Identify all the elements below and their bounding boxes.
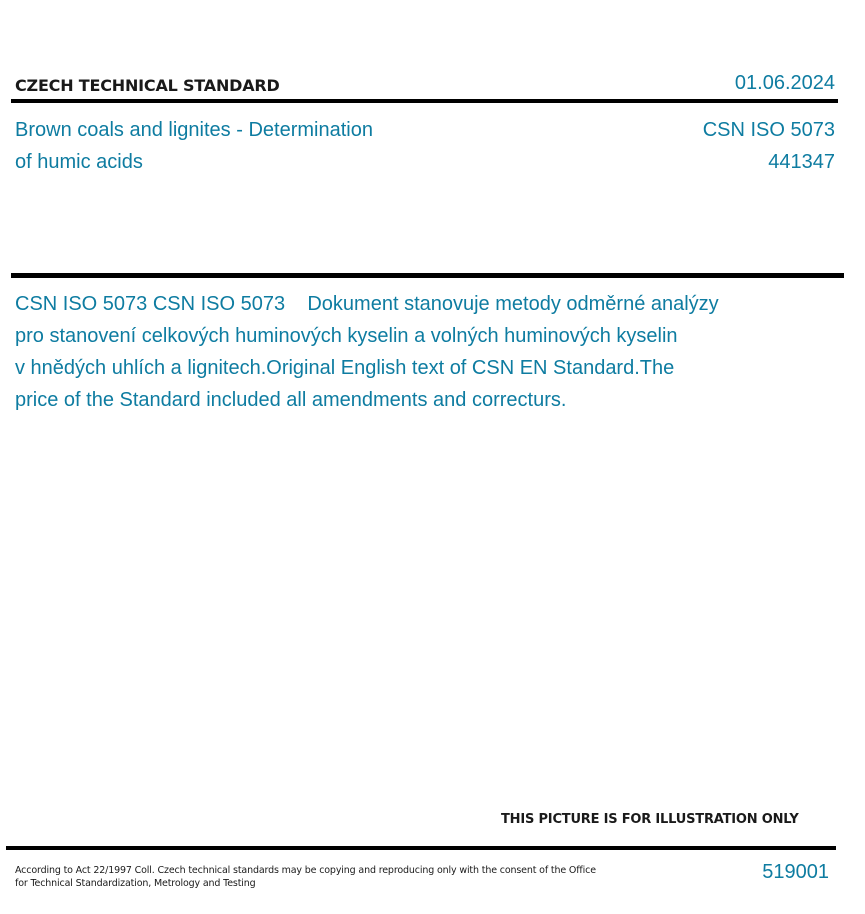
- catalog-number: 441347: [768, 151, 835, 173]
- document-title: [15, 114, 435, 178]
- abstract-line: price of the Standard included all amendments and correcturs.: [15, 389, 567, 411]
- illustration-notice: THIS PICTURE IS FOR ILLUSTRATION ONLY: [501, 812, 799, 827]
- standard-number: CSN ISO 5073: [702, 119, 835, 141]
- abstract-text: [15, 288, 805, 416]
- publication-date: 01.06.2024: [734, 72, 835, 94]
- section-divider: [11, 273, 844, 278]
- footer-divider: [6, 846, 836, 850]
- abstract-line: pro stanovení celkových huminových kyselin a volných huminových kyselin: [15, 325, 678, 347]
- header-divider: [11, 99, 838, 103]
- standard-type-heading: CZECH TECHNICAL STANDARD: [15, 76, 280, 95]
- document-title-line: of humic acids: [15, 151, 143, 173]
- abstract-line: v hnědých uhlích a lignitech.Original English text of CSN EN Standard.The: [15, 357, 675, 379]
- legal-notice-line: for Technical Standardization, Metrology and Testing: [15, 878, 256, 889]
- legal-notice-line: According to Act 22/1997 Coll. Czech technical standards may be copying and reproducing only with the consent of the Office: [15, 865, 596, 876]
- legal-notice: [15, 864, 615, 890]
- document-title-line: Brown coals and lignites - Determination: [15, 119, 373, 141]
- abstract-line: CSN ISO 5073 CSN ISO 5073 Dokument stanovuje metody odměrné analýzy: [15, 293, 719, 315]
- document-identifiers: [703, 114, 835, 178]
- product-code: 519001: [762, 861, 829, 883]
